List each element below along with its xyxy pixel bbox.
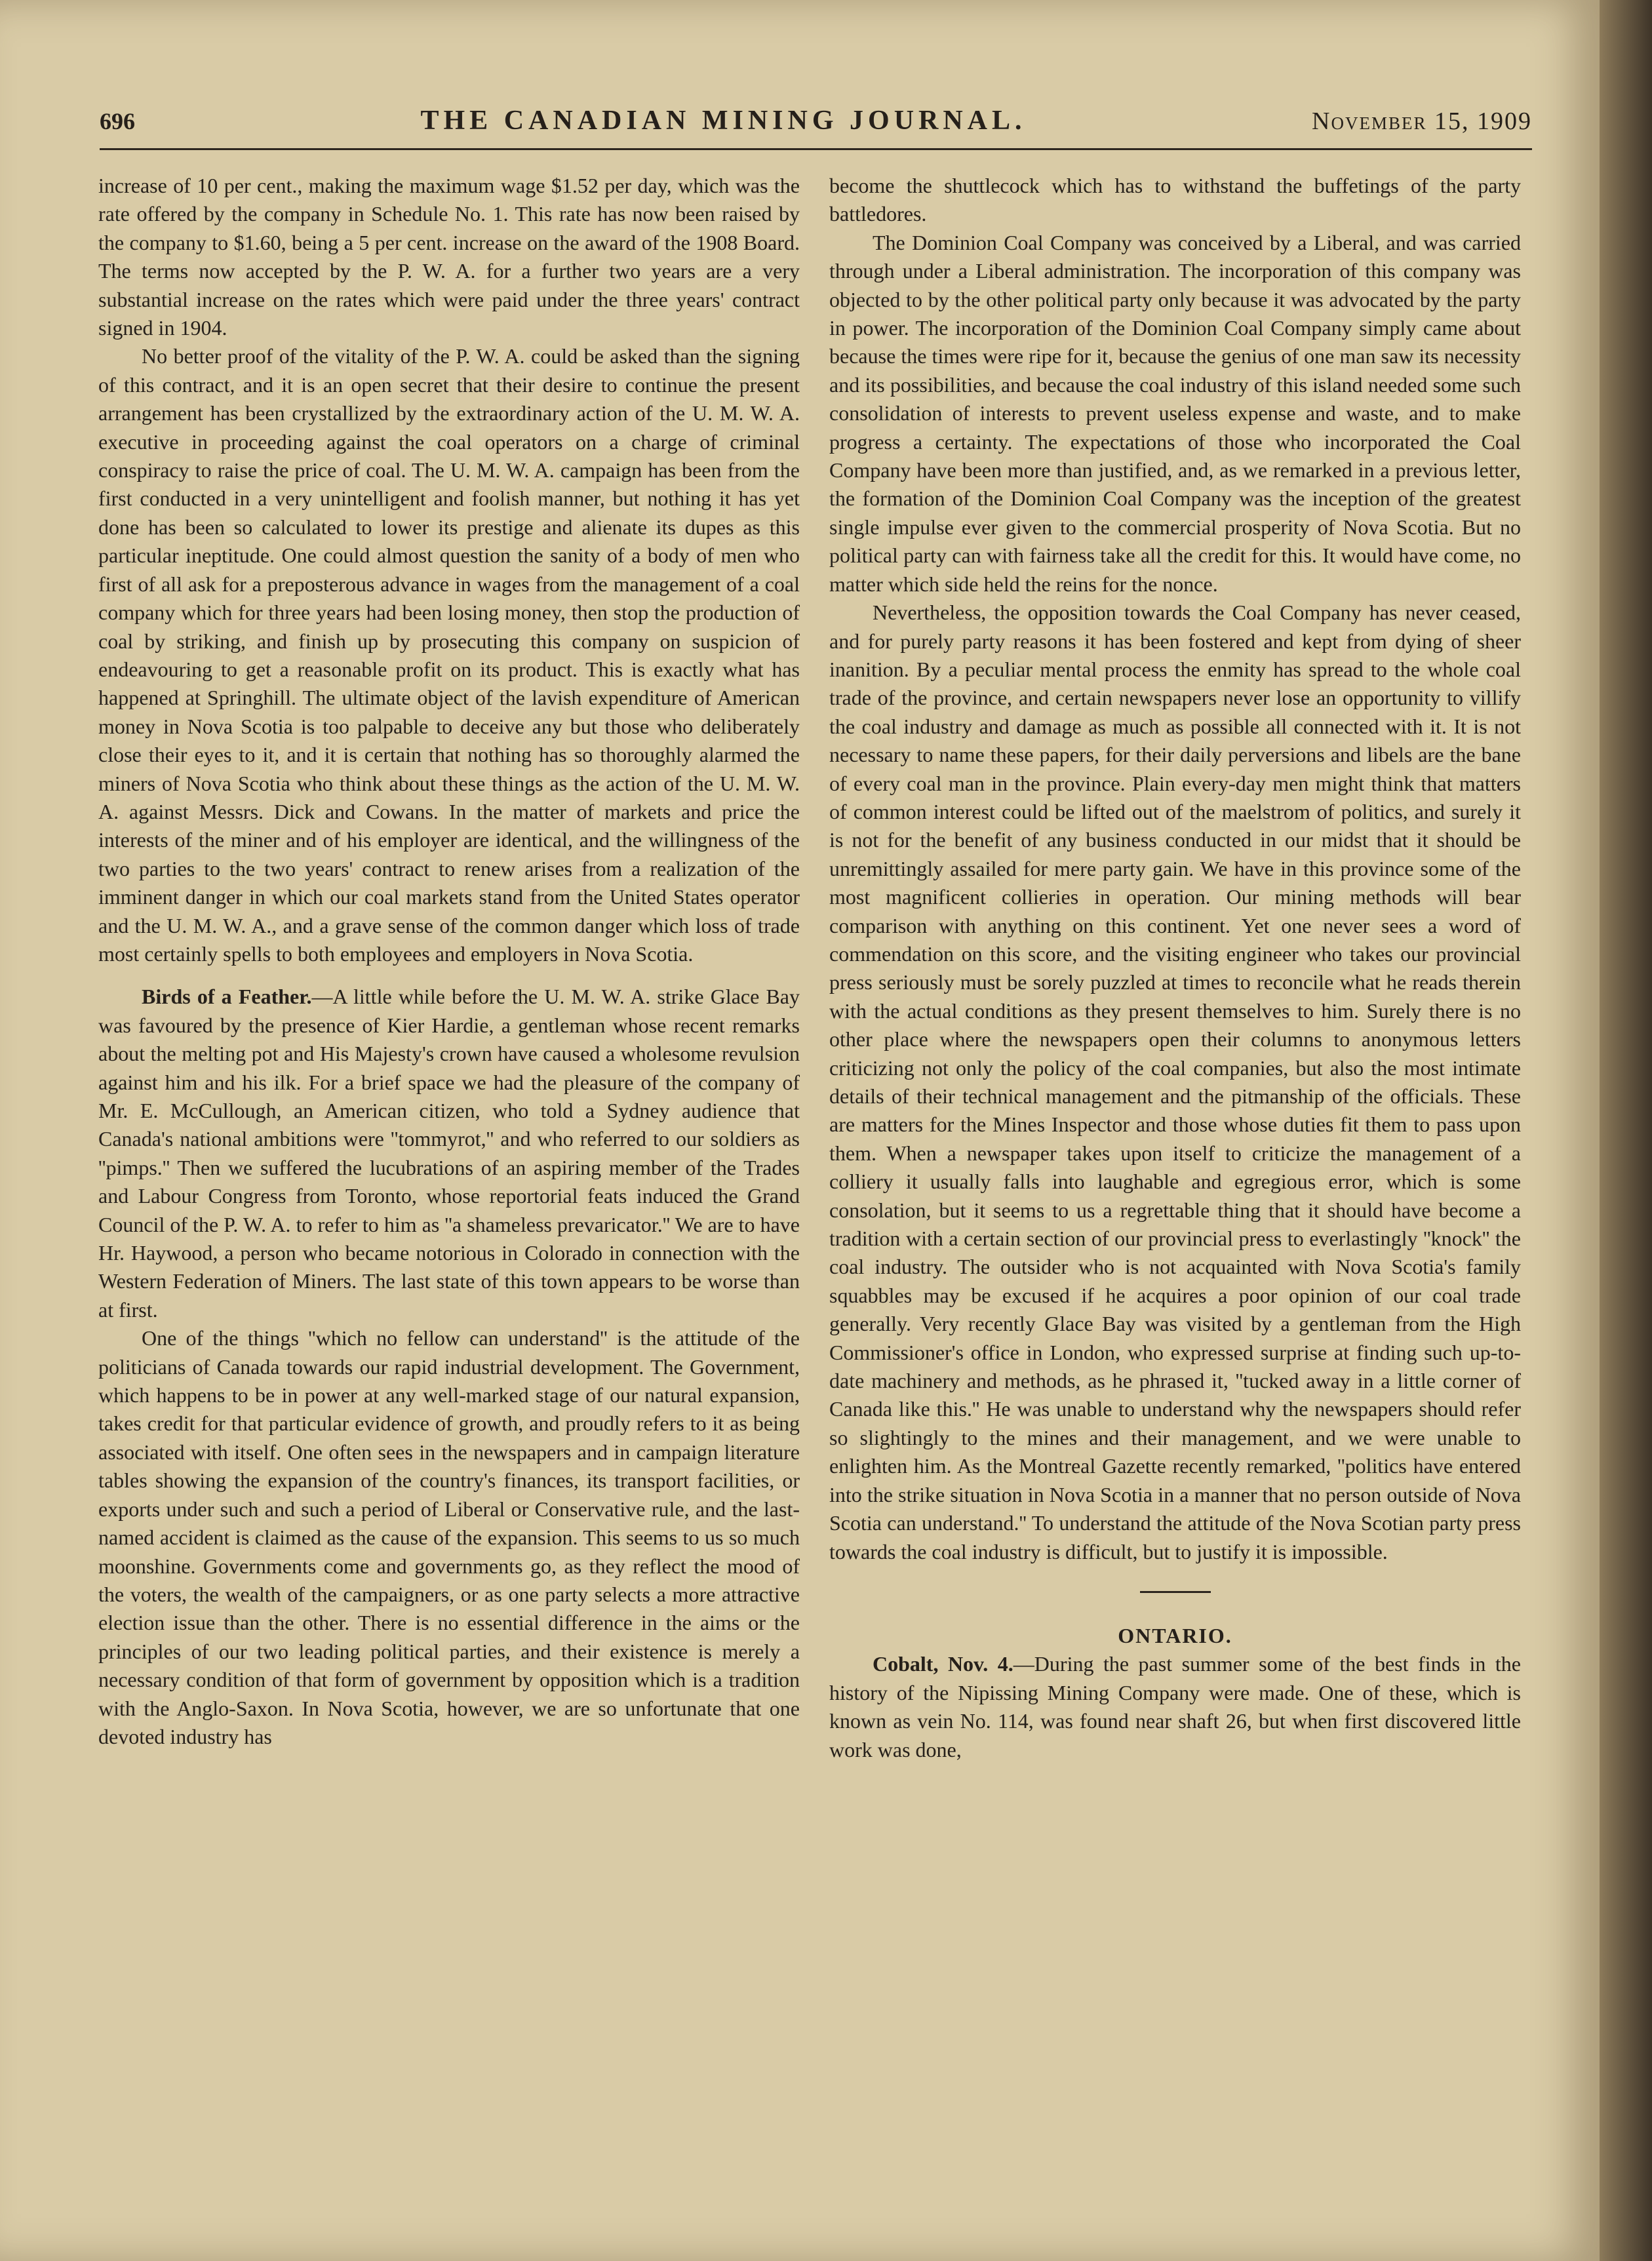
paragraph: One of the things ''which no fellow can understand'' is the attitude of the politicians of Canada towards our rapid industrial development. The Government, which happens to be in power at any well-marked stage of our natural expansion, takes credit for that particular evidence of growth, and proudly refers to it as being associated with itself. One often sees in the newspapers and in campaign literature tables showing the expansion of the country's finances, its transport facilities, or exports under such and such a period of Liberal or Conservative rule, and the last-named accident is claimed as the cause of the expansion. This seems to us so much moonshine. Governments come and governments go, as they reflect the mood of the voters, the wealth of the campaigners, or as one party selects a more attractive election issue than the other. There is no essential difference in the aims or the principles of our two leading political parties, and their existence is merely a necessary condition of that form of government by opposition which is a tradition with the Anglo-Saxon. In Nova Scotia, however, we are so unfortunate that one devoted industry has [98, 1326, 800, 1748]
binding-edge [1600, 0, 1652, 2261]
journal-title: THE CANADIAN MINING JOURNAL. [420, 106, 1027, 136]
run-in-heading: Birds of a Feather. [142, 985, 312, 1009]
running-head [100, 105, 1532, 150]
right-column [829, 172, 1521, 1764]
paragraph [829, 1650, 1521, 1764]
paragraph: The Dominion Coal Company was conceived by a Liberal, and was carried through under a Liberal administration. The incorporation of this company was objected to by the other political party only because it was advocated by the party in power. The incorporation of the Dominion Coal Company simply came about because the times were ripe for it, because the genius of one man saw its necessity and its possibilities, and because the coal industry of this island needed some such consolidation of interests to prevent useless expense and waste, and to make progress a certainty. The expectations of those who incorporated the Coal Company have been more than justified, and, as we remarked in a previous letter, the formation of the Dominion Coal Company was the inception of the greatest single impulse ever given to the commercial prosperity of Nova Scotia. But no political party can with fairness take all the credit for this. It would have come, no matter which side held the reins for the nonce. [829, 230, 1521, 596]
paragraph: No better proof of the vitality of the P. W. A. could be asked than the signing of this contract, and it is an open secret that their desire to continue the present arrangement has been crystallized by the extraordinary action of the U. M. W. A. executive in proceeding against the coal operators on a charge of criminal conspiracy to raise the price of coal. The U. M. W. A. campaign has been from the first conducted in a very unintelligent and foolish manner, but nothing it has yet done has been so calculated to lower its prestige and alienate its dupes as this particular ineptitude. One could almost question the sanity of a body of men who first of all ask for a preposterous advance in wages from the management of a coal company which for three years had been losing money, then stop the production of coal by striking, and finish up by prosecuting this company on suspicion of endeavouring to get a reasonable profit on its product. This is exactly what has happened at Springhill. The ultimate object of the lavish expenditure of American money in Nova Scotia is too palpable to deceive any but those who deliberately close their eyes to it, and it is certain that nothing has so thoroughly alarmed the miners of Nova Scotia who think about these things as the action of the U. M. W. A. against Messrs. Dick and Cowans. In the matter of markets and price the interests of the miner and of his employer are identical, and the willingness of the two parties to the two years' contract to renew arises from a realization of the imminent danger in which our coal markets stand from the United States operator and the U. M. W. A., and a grave sense of the common danger which loss of trade most certainly spells to both employees and employers in Nova Scotia. [98, 344, 800, 966]
page-number: 696 [100, 108, 135, 134]
paragraph-text: —During the past summer some of the best finds in the history of the Nipissing Mining Company were made. One of these, which is known as vein No. 114, was found near shaft 26, but when first discovered little work was done, [829, 1652, 1522, 1761]
paragraph [98, 983, 800, 1324]
left-column [98, 172, 800, 1751]
section-heading: ONTARIO. [1118, 1623, 1232, 1647]
paragraph: Nevertheless, the opposition towards the Coal Company has never ceased, and for purely party reasons it has been fostered and kept from dying of sheer inanition. By a peculiar mental process the enmity has spread to the whole coal trade of the province, and certain newspapers never lose an opportunity to villify the coal industry and damage as much as possible all connected with it. It is not necessary to name these papers, for their daily perversions and libels are the bane of every coal man in the province. Plain every-day men might think that matters of common interest could be lifted out of the maelstrom of politics, and surely it is not for the benefit of any business conducted in our midst that it should be unremittingly assailed for mere party gain. We have in this province some of the most magnificent collieries in operation. Our mining methods will bear comparison with anything on this continent. Yet one never sees a word of commendation on this score, and the visiting engineer who takes our provincial press seriously must be sorely puzzled at times to reconcile what he reads therein with the actual conditions as they present themselves to him. Surely there is no other place where the newspapers open their columns to anonymous letters criticizing not only the policy of the coal companies, but also the most intimate details of their technical management and the pitmanship of the officials. These are matters for the Mines Inspector and those whose duties fit them to pass upon them. When a newspaper takes upon itself to criticize the management of a colliery it usually falls into laughable and egregious error, which is some consolation, but it seems to us a regrettable thing that it should have become a tradition with a certain section of our provincial press to everlastingly ''knock'' the coal industry. The outsider who is not acquainted with Nova Scotia's family squabbles may be excused if he acquires a poor opinion of our coal trade generally. Very recently Glace Bay was visited by a gentleman from the High Commissioner's office in London, who expressed surprise at finding such up-to-date machinery and methods, as he phrased it, ''tucked away in a little corner of Canada like this.'' He was unable to understand why the newspapers should refer so slightingly to the mines and their management, and we were unable to enlighten him. As the Montreal Gazette recently remarked, ''politics have entered into the strike situation in Nova Scotia in a manner that no person outside of Nova Scotia can understand.'' To understand the attitude of the Nova Scotian party press towards the coal industry is difficult, but to justify it is impossible. [829, 600, 1521, 1563]
issue-date: November 15, 1909 [1312, 108, 1532, 135]
paragraph: increase of 10 per cent., making the maximum wage $1.52 per day, which was the rate offered by the company in Schedule No. 1. This rate has now been raised by the company to $1.60, being a 5 per cent. increase on the award of the 1908 Board. The terms now accepted by the P. W. A. for a further two years are a very substantial increase on the rates which were paid under the three years' contract signed in 1904. [98, 174, 800, 340]
run-in-heading: Cobalt, Nov. 4. [873, 1652, 1013, 1676]
section-divider [1140, 1591, 1211, 1593]
paragraph-text: —A little while before the U. M. W. A. strike Glace Bay was favoured by the presence of Kier Hardie, a gentleman whose recent remarks about the melting pot and His Majesty's crown have caused a wholesome revulsion against him and his ilk. For a brief space we had the pleasure of the company of Mr. E. McCullough, an American citizen, who told a Sydney audience that Canada's national ambitions were ''tommyrot,'' and who referred to our soldiers as ''pimps.'' Then we suffered the lucubrations of an aspiring member of the Trades and Labour Congress from Toronto, whose reportorial feats induced the Grand Council of the P. W. A. to refer to him as ''a shameless prevaricator.'' We are to have Hr. Haywood, a person who became notorious in Colorado in connection with the Western Federation of Miners. The last state of this town appears to be worse than at first. [98, 985, 800, 1322]
paragraph: become the shuttlecock which has to withstand the buffetings of the party battledores. [829, 174, 1521, 226]
